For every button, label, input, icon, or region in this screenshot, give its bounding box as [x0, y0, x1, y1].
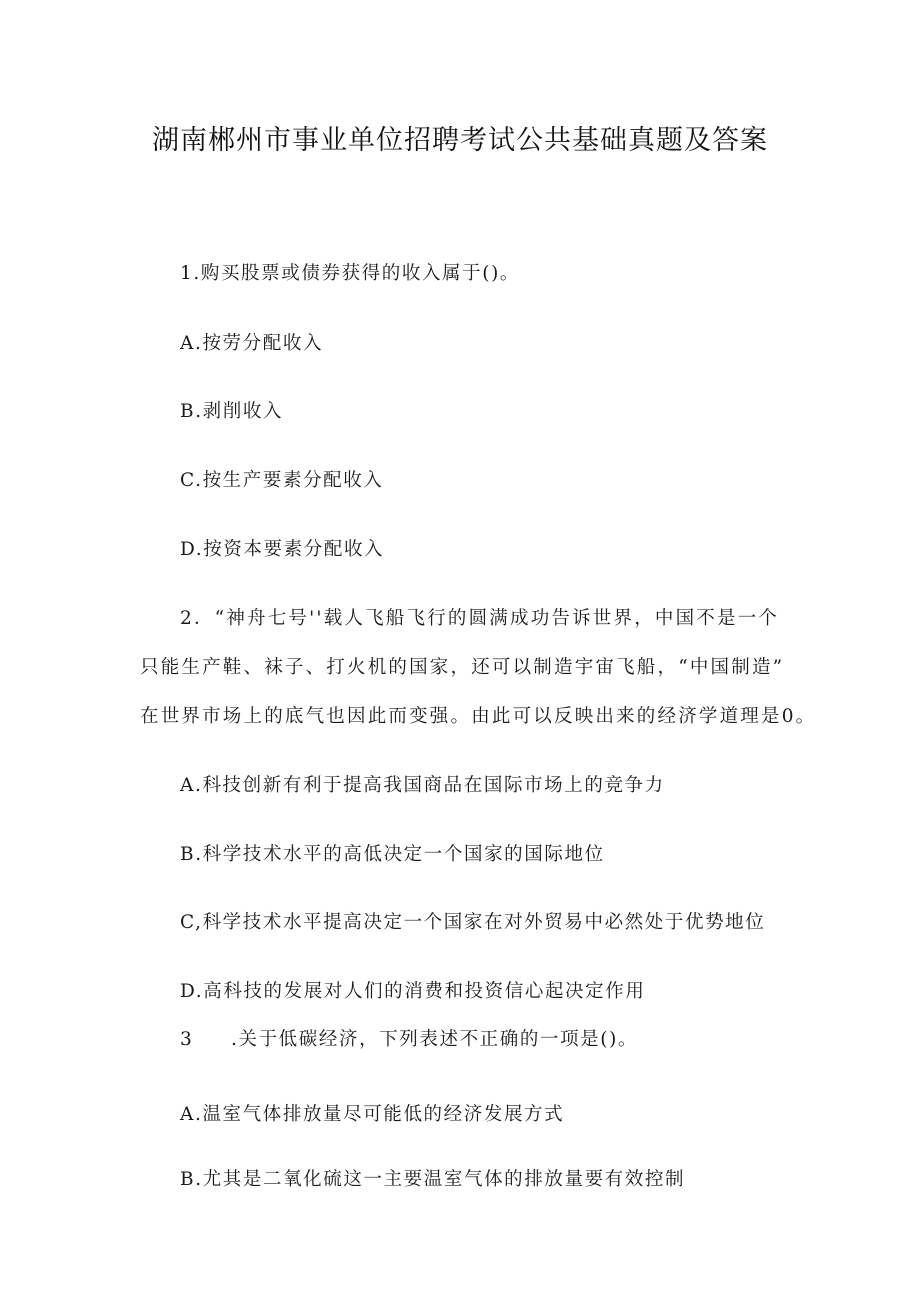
question-2-stem-line-2: 只能生产鞋、袜子、打火机的国家，还可以制造宇宙飞船，“中国制造” [140, 657, 785, 678]
question-1-option-b: B.剥削收入 [180, 401, 284, 422]
page-title: 湖南郴州市事业单位招聘考试公共基础真题及答案 [152, 125, 768, 156]
question-2-stem-line-1: 2．“神舟七号''载人飞船飞行的圆满成功告诉世界，中国不是一个 [180, 608, 780, 629]
question-2-option-c: C,科学技术水平提高决定一个国家在对外贸易中必然处于优势地位 [180, 912, 766, 933]
question-2-option-b: B.科学技术水平的高低决定一个国家的国际地位 [180, 844, 605, 865]
question-3-option-a: A.温室气体排放量尽可能低的经济发展方式 [180, 1104, 565, 1125]
question-3-stem: .关于低碳经济，下列表述不正确的一项是()。 [231, 1029, 639, 1050]
question-3-option-b: B.尤其是二氧化硫这一主要温室气体的排放量要有效控制 [180, 1169, 686, 1190]
question-3-number: 3 [180, 1029, 192, 1050]
question-1-option-a: A.按劳分配收入 [180, 333, 324, 354]
question-1-option-d: D.按资本要素分配收入 [180, 539, 385, 560]
question-2-option-d: D.高科技的发展对人们的消费和投资信心起决定作用 [180, 981, 646, 1002]
question-1-stem: 1.购买股票或债券获得的收入属于()。 [180, 263, 520, 284]
question-2-stem-line-3: 在世界市场上的底气也因此而变强。由此可以反映出来的经济学道理是0。 [140, 706, 817, 727]
question-2-option-a: A.科技创新有利于提高我国商品在国际市场上的竞争力 [180, 775, 665, 796]
question-1-option-c: C.按生产要素分配收入 [180, 470, 384, 491]
